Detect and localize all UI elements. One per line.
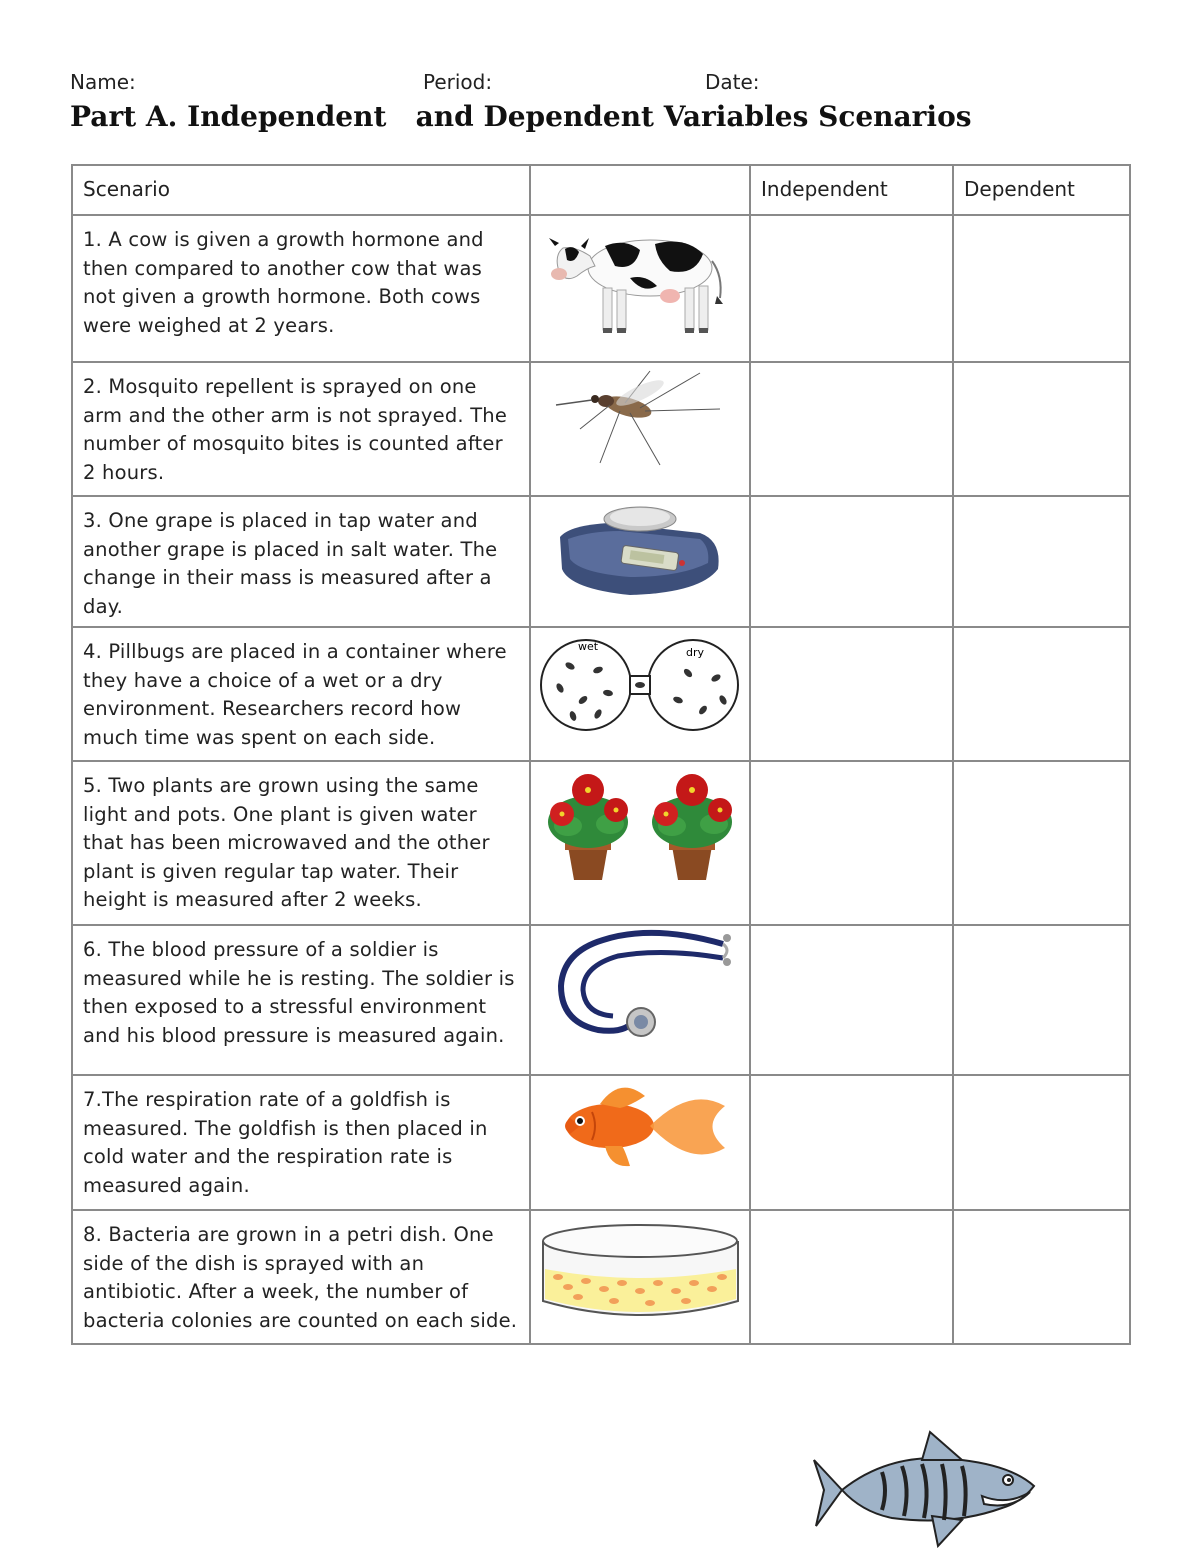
name-label: Name: — [70, 70, 136, 94]
table-row — [72, 362, 1130, 496]
table-row — [72, 215, 1130, 362]
image-cell — [530, 1210, 750, 1344]
image-cell — [530, 496, 750, 627]
image-cell — [530, 925, 750, 1075]
table-row — [72, 1210, 1130, 1344]
image-cell — [530, 215, 750, 362]
scenario-text-cell: 7.The respiration rate of a goldfish is measured. The goldfish is then placed in cold water and the respiration rate is measured again. — [72, 1075, 530, 1210]
scenario-text-cell: 6. The blood pressure of a soldier is measured while he is resting. The soldier is then exposed to a stressful environment and his blood pressure is measured again. — [72, 925, 530, 1075]
scenarios-table — [71, 164, 1131, 1345]
petri-dish-image — [538, 1211, 743, 1326]
dependent-answer-cell[interactable] — [953, 215, 1130, 362]
goldfish-image — [550, 1076, 730, 1176]
independent-answer-cell[interactable] — [750, 496, 953, 627]
independent-answer-cell[interactable] — [750, 1075, 953, 1210]
scenario-text-cell: 5. Two plants are grown using the same light and pots. One plant is given water that has been microwaved and the other plant is given regular tap water. Their height is measured after 2 weeks. — [72, 761, 530, 925]
dependent-answer-cell[interactable] — [953, 1075, 1130, 1210]
independent-answer-cell[interactable] — [750, 627, 953, 761]
scenario-text-cell: 8. Bacteria are grown in a petri dish. One side of the dish is sprayed with an antibiotic. After a week, the number of bacteria colonies are counted on each side. — [72, 1210, 530, 1344]
independent-answer-cell[interactable] — [750, 362, 953, 496]
page-title: Part A. Independent and Dependent Variables Scenarios — [70, 100, 972, 133]
mosquito-image — [550, 363, 730, 473]
dependent-answer-cell[interactable] — [953, 627, 1130, 761]
column-header-dependent: Dependent — [953, 165, 1130, 215]
wet-label: wet — [577, 640, 598, 653]
table-row — [72, 925, 1130, 1075]
image-cell — [530, 761, 750, 925]
dependent-answer-cell[interactable] — [953, 362, 1130, 496]
independent-answer-cell[interactable] — [750, 925, 953, 1075]
stethoscope-image — [543, 926, 738, 1046]
dry-label: dry — [685, 646, 704, 659]
dependent-answer-cell[interactable] — [953, 925, 1130, 1075]
dependent-answer-cell[interactable] — [953, 761, 1130, 925]
column-header-independent: Independent — [750, 165, 953, 215]
table-row — [72, 496, 1130, 627]
image-cell — [530, 627, 750, 761]
independent-answer-cell[interactable] — [750, 215, 953, 362]
independent-answer-cell[interactable] — [750, 761, 953, 925]
student-info-line — [70, 70, 1130, 98]
column-header-scenario: Scenario — [72, 165, 530, 215]
scenario-text-cell: 2. Mosquito repellent is sprayed on one arm and the other arm is not sprayed. The number of mosquito bites is counted after 2 hours. — [72, 362, 530, 496]
image-cell — [530, 1075, 750, 1210]
date-label: Date: — [705, 70, 760, 94]
independent-answer-cell[interactable] — [750, 1210, 953, 1344]
pillbug-chamber-image — [538, 628, 743, 743]
image-cell — [530, 362, 750, 496]
table-row — [72, 1075, 1130, 1210]
cow-image — [545, 216, 735, 341]
column-header-image — [530, 165, 750, 215]
shark-image — [812, 1430, 1044, 1548]
period-label: Period: — [423, 70, 493, 94]
dependent-answer-cell[interactable] — [953, 1210, 1130, 1344]
potted-plants-image — [538, 762, 743, 887]
scenario-text-cell: 3. One grape is placed in tap water and another grape is placed in salt water. The change in their mass is measured after a day. — [72, 496, 530, 627]
table-row — [72, 761, 1130, 925]
dependent-answer-cell[interactable] — [953, 496, 1130, 627]
scale-image — [550, 497, 730, 602]
scenario-text-cell: 1. A cow is given a growth hormone and then compared to another cow that was not given a growth hormone. Both cows were weighed at 2 years. — [72, 215, 530, 362]
table-header-row — [72, 165, 1130, 215]
table-row — [72, 627, 1130, 761]
scenario-text-cell: 4. Pillbugs are placed in a container where they have a choice of a wet or a dry environment. Researchers record how much time was spent on each side. — [72, 627, 530, 761]
